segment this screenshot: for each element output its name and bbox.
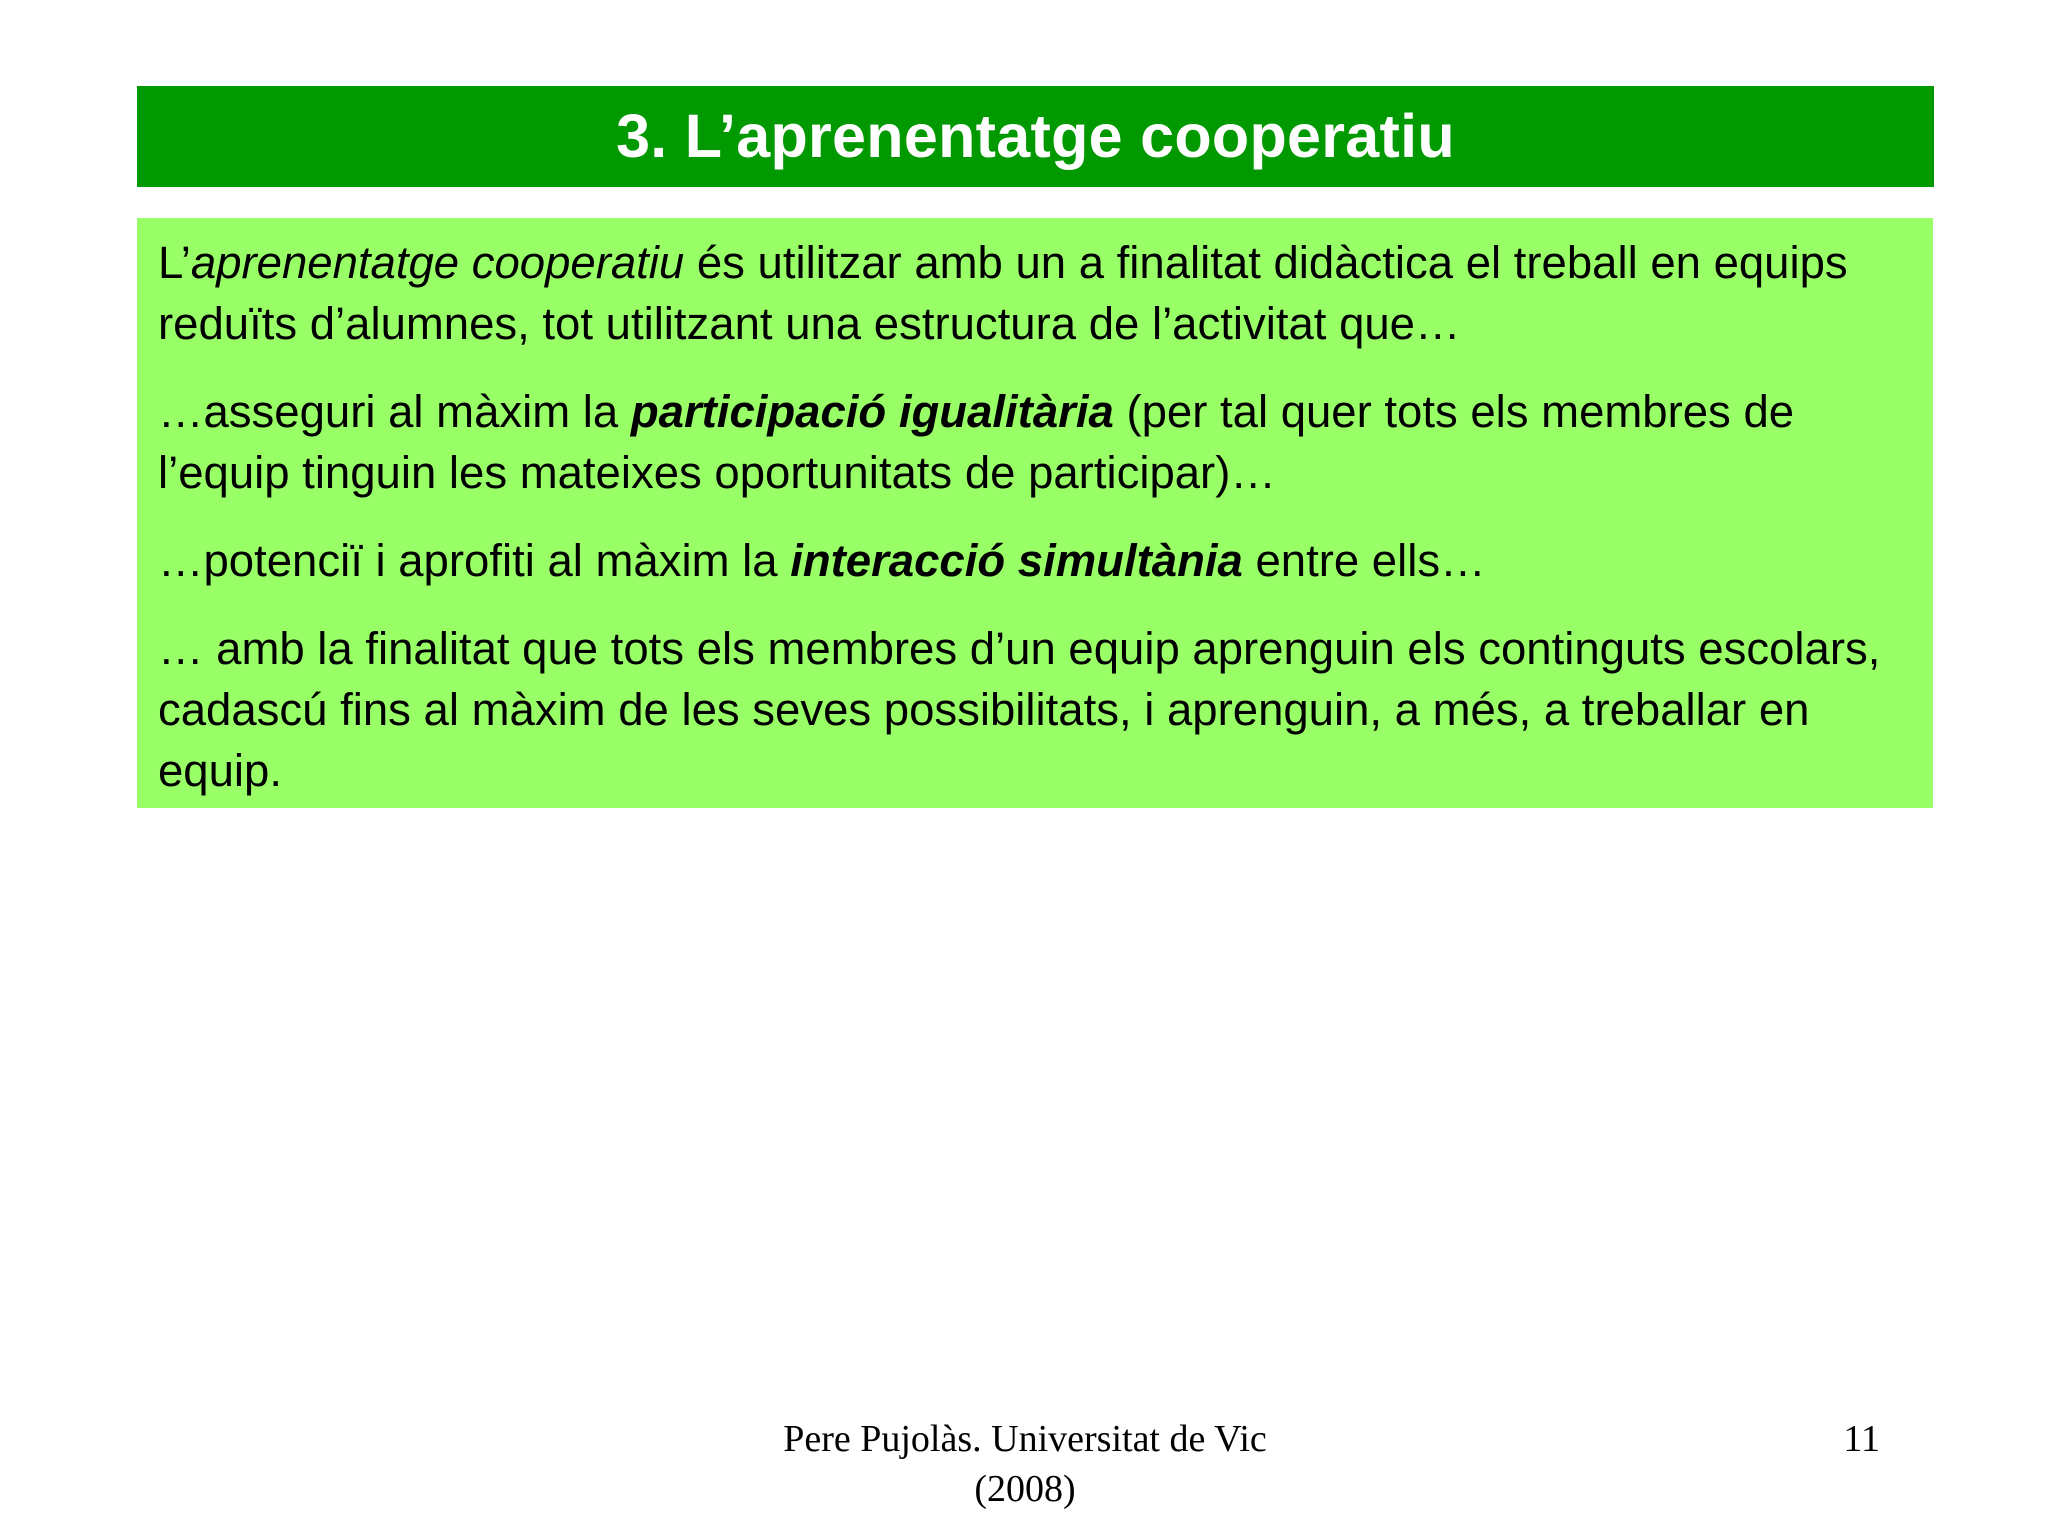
interaction-prefix: …potenciï i aprofiti al màxim la bbox=[158, 535, 791, 586]
definition-term: aprenentatge cooperatiu bbox=[190, 237, 685, 288]
interaction-term: interacció simultània bbox=[790, 535, 1243, 586]
definition-paragraph bbox=[158, 232, 1913, 354]
participation-text: (per tal quer tots els membres de l’equip tinguin les mateixes oportunitats de participar)… bbox=[158, 386, 1795, 498]
interaction-text: entre ells… bbox=[1242, 535, 1486, 586]
interaction-paragraph bbox=[158, 530, 1913, 591]
footer-author bbox=[700, 1414, 1350, 1514]
participation-term: participació igualitària bbox=[630, 386, 1114, 437]
definition-text: és utilitzar amb un a finalitat didàctica el treball en equips reduïts d’alumnes, tot utilitzant una estructura de l’activitat que… bbox=[158, 237, 1848, 349]
slide-title: 3. L’aprenentatge cooperatiu bbox=[616, 102, 1455, 170]
footer-year: (2008) bbox=[974, 1468, 1076, 1510]
definition-prefix: L’ bbox=[158, 237, 191, 288]
slide-title-bar bbox=[137, 86, 1934, 187]
page-number: 11 bbox=[1843, 1418, 1880, 1460]
participation-paragraph bbox=[158, 381, 1913, 503]
footer-author-name: Pere Pujolàs. Universitat de Vic bbox=[783, 1418, 1267, 1460]
participation-prefix: …asseguri al màxim la bbox=[158, 386, 631, 437]
definition-box bbox=[137, 218, 1933, 808]
purpose-paragraph: … amb la finalitat que tots els membres d’un equip aprenguin els continguts escolars, cadascú fins al màxim de les seves possibilitats, i aprenguin, a més, a treballar en equip. bbox=[158, 623, 1881, 796]
